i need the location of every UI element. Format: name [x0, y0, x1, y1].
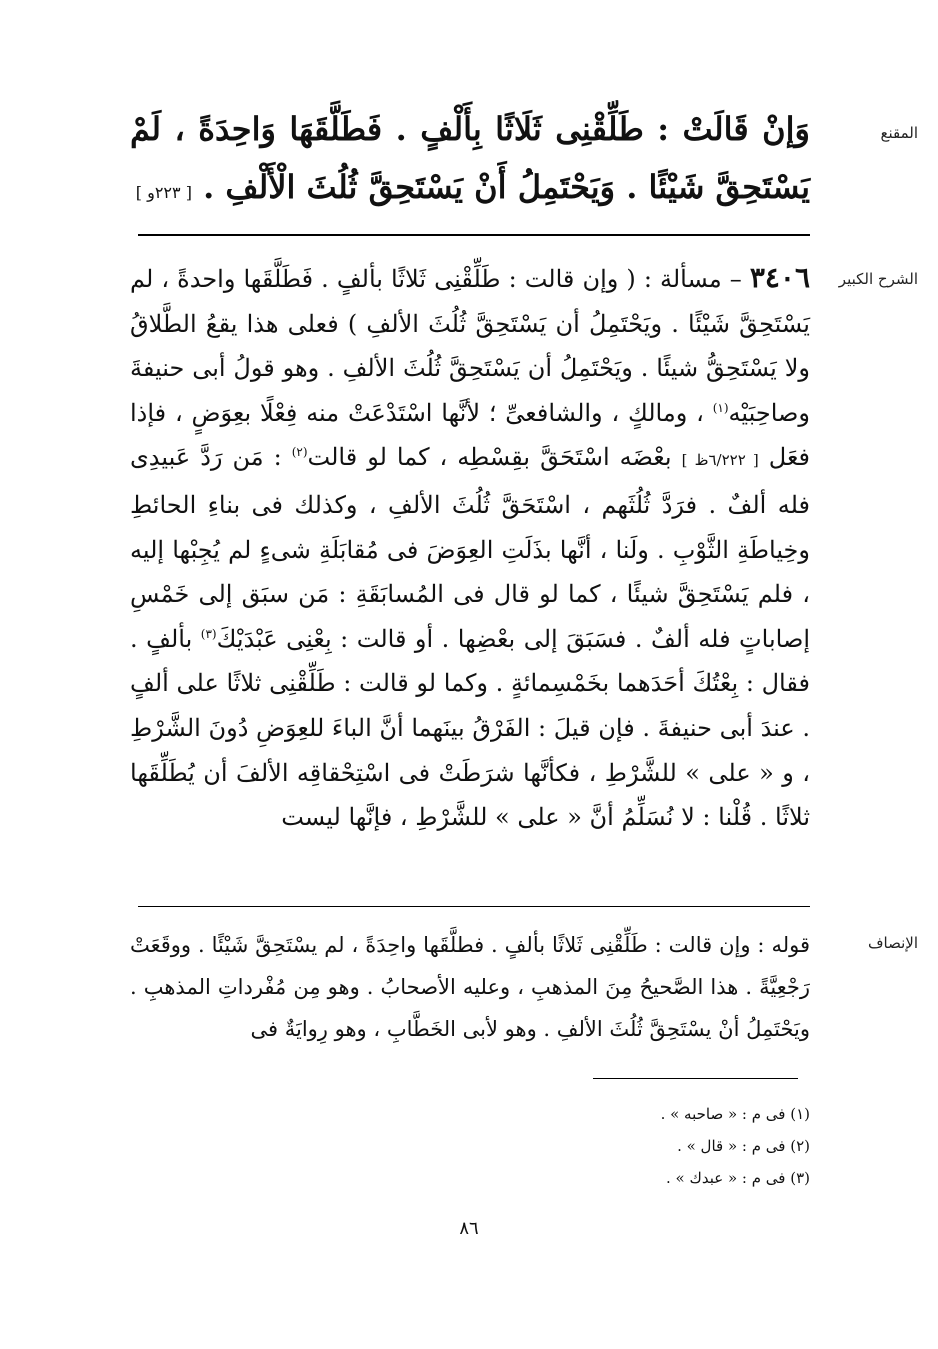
sharh-text-part-3: بعْضَه اسْتَحَقَّ بقِسْطِه ، كما لو قالت [307, 443, 672, 472]
sharh-text-part-5: بألفٍ . فقال : بِعْتُكَ أحَدَهما بخَمْسِمائةٍ . وكما لو قالت : طَلِّقْنِى ثلاثًا على ألفٍ . عندَ أبى حنيفةَ . فإن قيلَ : الفَرْقُ بينَهما أنَّ الباءَ للعِوَضِ دُونَ الشَّرْطِ ، و « على » للشَّرْطِ ، فكأنَّها شرَطَتْ فى اسْتِحْقاقِه الألفَ أن يُطَلِّقَها ثلاثًا . قُلْنا : لا نُسَلِّمُ أنَّ « على » للشَّرْطِ ، فإنَّها ليست [130, 624, 810, 832]
muqni-text-block [130, 100, 810, 222]
footnote-marker-3: (٣) [200, 626, 217, 641]
insaf-text-block [130, 924, 810, 1050]
footnote-marker-2: (٢) [291, 445, 308, 460]
footnote-2: (٢) فى م : « قال » . [677, 1137, 810, 1155]
muqni-text: وَإنْ قَالَتْ : طَلِّقْنِى ثَلَاثًا بِأَلْفٍ . فَطَلَّقَهَا وَاحِدَةً ، لَمْ يَسْتَحِقَّ شَيْئًا . وَيَحْتَمِلُ أَنْ يَسْتَحِقَّ ثُلُثَ الْأَلْفِ . [130, 110, 810, 206]
sharh-text-part-4: : مَن رَدَّ عَبيدِى فله ألفٌ . فرَدَّ ثُلُثَهم ، اسْتَحَقَّ ثُلُثَ الألفِ ، وكذلك فى بناءِ الحائطِ وخِياطَةِ الثَّوْبِ . ولَنا ، أنَّها بذَلَتِ العِوَضَ فى مُقابَلَةِ شىءٍ لم يُجِبْها إليه ، فلم يَسْتَحِقَّ شيئًا ، كما لو قال فى المُسابَقَةِ : مَن سبَق إلى خَمْسِ إصاباتٍ فله ألفٌ . فسَبَقَ إلى بعْضِها . أو قالت : بِعْنِى عَبْدَيْكَ [130, 443, 810, 653]
label-sharh: الشرح الكبير [838, 270, 918, 288]
insaf-text: قوله : وإن قالت : طَلِّقْنِى ثَلاثًا بألفٍ . فطلَّقَها واحِدَةً ، لم يسْتَحِقَّ شَيْئًا . ووقَعَتْ رَجْعِيَّةً . هذا الصَّحيحُ مِنَ المذهبِ ، وعليه الأصحابُ . وهو مِن مُفْرداتِ المذهبِ . ويَحْتَمِلُ أنْ يسْتَحِقَّ ثُلُثَ الألفِ . وهو لأبى الخَطَّابِ ، وهو رِوايَةٌ فى [130, 933, 810, 1041]
page-number: ٨٦ [459, 1218, 479, 1239]
sharh-text-part-1: – مسألة : ( وإن قالت : طَلِّقْنِى ثَلاثًا بألفٍ . فَطَلَّقَها واحدةً ، لم يَسْتَحِقَّ شَيْئًا . ويَحْتَمِلُ أن يَسْتَحِقَّ ثُلُثَ الألفِ ) فعلى هذا يقعُ الطَّلاقُ ولا يَسْتَحِقُّ شيئًا . ويَحْتَمِلُ أن يَسْتَحِقَّ ثُلُثَ الألفِ . وهو قولُ أبى حنيفةَ وصاحِبَيْه [130, 265, 810, 427]
muqni-folio-ref: [ ٢٢٣و ] [135, 183, 192, 202]
footnote-1: (١) فى م : « صاحبه » . [660, 1105, 810, 1123]
section-divider [138, 906, 810, 907]
footnote-marker-1: (١) [712, 400, 729, 415]
footnote-divider [593, 1078, 798, 1079]
section-divider [138, 234, 810, 236]
sharh-volume-ref: [ ٦/٢٢٢ظ ] [681, 451, 759, 470]
label-muqni: المقنع [880, 124, 918, 142]
label-insaf: الإنصاف [867, 934, 918, 952]
issue-number: ٣٤٠٦ [749, 261, 810, 294]
footnote-3: (٣) فى م : « عبدك » . [666, 1169, 810, 1187]
sharh-text-block [130, 256, 810, 840]
sharh-text-part-2: ، ومالكٍ ، والشافعىِّ ؛ لأنَّها اسْتَدْعَتْ منه فِعْلًا بعِوَضٍ ، فإذا فعَل [130, 398, 810, 472]
footnotes [210, 1098, 810, 1194]
